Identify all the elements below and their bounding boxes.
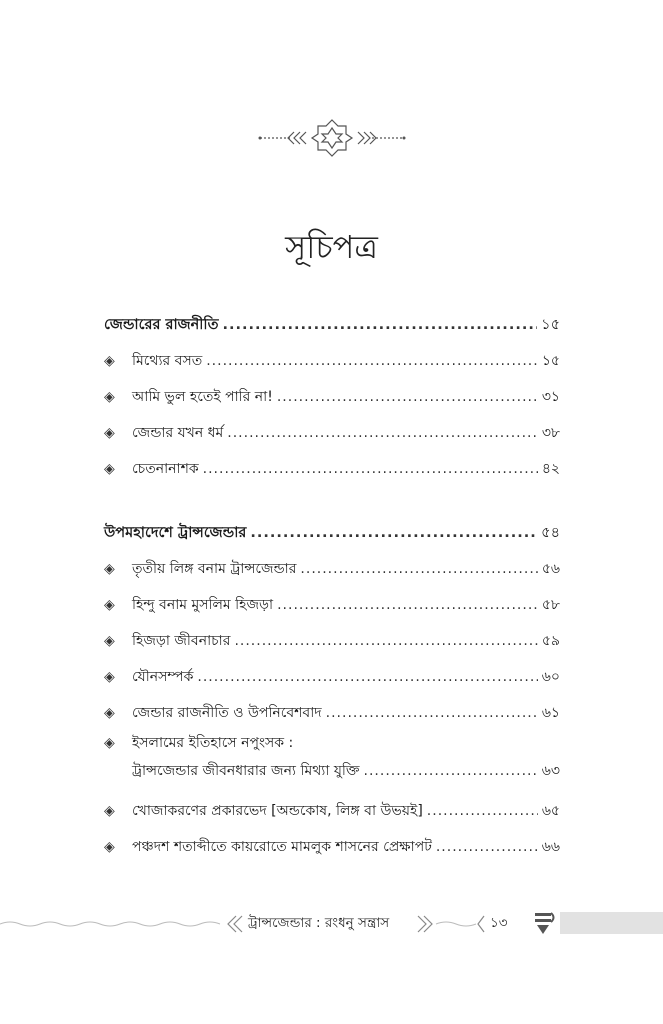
toc-page-number: ৬০ — [541, 669, 560, 685]
diamond-bullet-icon: ◈ — [104, 597, 115, 613]
diamond-bullet-icon: ◈ — [104, 633, 115, 649]
dot-leader — [300, 560, 537, 578]
toc-item[interactable] — [104, 622, 560, 650]
dot-leader — [222, 316, 537, 334]
toc-item-label: হিন্দু বনাম মুসলিম হিজড়া — [132, 597, 274, 613]
dot-leader — [436, 838, 538, 856]
toc-item-label: ইসলামের ইতিহাসে নপুংসক : — [132, 735, 294, 751]
diamond-bullet-icon: ◈ — [104, 705, 115, 721]
toc-section[interactable] — [104, 514, 560, 542]
toc-page-number: ৩১ — [541, 389, 560, 405]
toc-item-label: হিজড়া জীবনাচার — [132, 633, 231, 649]
toc-item[interactable] — [104, 658, 560, 686]
diamond-bullet-icon: ◈ — [104, 803, 115, 819]
diamond-bullet-icon: ◈ — [104, 669, 115, 685]
dot-leader — [227, 424, 538, 442]
dot-leader — [203, 460, 538, 478]
publisher-logo-icon — [532, 910, 556, 936]
dot-leader — [234, 632, 537, 650]
footer-gray-bar — [560, 912, 663, 934]
ornament-divider — [232, 116, 432, 160]
page-footer — [0, 902, 663, 942]
dot-leader — [427, 802, 538, 820]
toc-item-label: আমি ভুল হতেই পারি না! — [132, 389, 273, 405]
toc-item[interactable] — [104, 792, 560, 820]
toc-page-number: ৫৪ — [541, 525, 560, 541]
diamond-bullet-icon: ◈ — [104, 839, 115, 855]
dot-leader — [250, 524, 537, 542]
diamond-bullet-icon: ◈ — [104, 353, 115, 369]
diamond-bullet-icon: ◈ — [104, 389, 115, 405]
dot-leader — [326, 704, 538, 722]
toc-item-label-continued: ট্রান্সজেন্ডার জীবনধারার জন্য মিথ্যা যুক্তি — [132, 763, 360, 779]
toc-page-number: ১৫ — [541, 317, 560, 333]
toc-item-label: মিথ্যের বসত — [132, 353, 203, 369]
toc-page-number: ৪২ — [541, 461, 560, 477]
toc-item[interactable] — [104, 378, 560, 406]
toc-item[interactable] — [104, 734, 560, 780]
toc-page-number: ৫৯ — [541, 633, 560, 649]
toc-page-number: ৫৮ — [541, 597, 560, 613]
dot-leader — [364, 762, 538, 780]
dot-leader — [277, 388, 538, 406]
toc-section[interactable] — [104, 306, 560, 334]
toc-section-label: জেন্ডারের রাজনীতি — [104, 317, 219, 333]
toc-page-number: ৫৬ — [541, 561, 560, 577]
toc-page-number: ৬১ — [541, 705, 560, 721]
toc-item-label: তৃতীয় লিঙ্গ বনাম ট্রান্সজেন্ডার — [132, 561, 297, 577]
toc-item-label: পঞ্চদশ শতাব্দীতে কায়রোতে মামলুক শাসনের প্রেক্ষাপট — [132, 839, 432, 855]
diamond-bullet-icon: ◈ — [104, 561, 115, 577]
toc-item[interactable] — [104, 342, 560, 370]
toc-page-number: ৬৩ — [541, 763, 560, 779]
toc-item[interactable] — [104, 450, 560, 478]
toc-item-label: জেন্ডার যখন ধর্ম — [132, 425, 224, 441]
toc-page-number: ৩৮ — [541, 425, 560, 441]
diamond-bullet-icon: ◈ — [104, 461, 115, 477]
toc-item-label: খোজাকরণের প্রকারভেদ [অন্ডকোষ, লিঙ্গ বা উভয়ই] — [132, 803, 423, 819]
dot-leader — [206, 352, 538, 370]
page-title: সূচিপত্র — [285, 228, 378, 266]
diamond-bullet-icon: ◈ — [104, 425, 115, 441]
toc-item[interactable] — [104, 586, 560, 614]
toc-page-number: ৬৬ — [541, 839, 560, 855]
toc-item-label: চেতনানাশক — [132, 461, 199, 477]
toc-section-label: উপমহাদেশে ট্রান্সজেন্ডার — [104, 525, 247, 541]
toc-item-label: যৌনসম্পর্ক — [132, 669, 194, 685]
toc-item[interactable] — [104, 694, 560, 722]
toc-page-number: ৬৫ — [541, 803, 560, 819]
toc-page-number: ১৫ — [541, 353, 560, 369]
diamond-bullet-icon: ◈ — [104, 735, 115, 751]
dot-leader — [277, 596, 538, 614]
toc-item[interactable] — [104, 550, 560, 578]
toc-item-label: জেন্ডার রাজনীতি ও উপনিবেশবাদ — [132, 705, 322, 721]
dot-leader — [197, 668, 537, 686]
footer-page-number: ১৩ — [490, 915, 508, 931]
toc-item[interactable] — [104, 414, 560, 442]
footer-book-title: ট্রান্সজেন্ডার : রংধনু সন্ত্রাস — [248, 915, 390, 931]
toc-item[interactable] — [104, 828, 560, 856]
